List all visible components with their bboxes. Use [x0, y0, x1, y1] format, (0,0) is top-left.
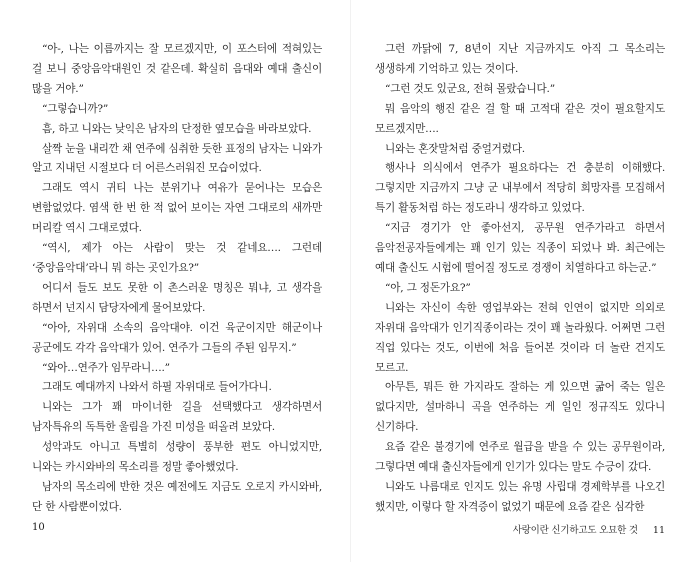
paragraph: “아아, 자위대 소속의 음악대야. 이건 육군이지만 해군이나 공군에도 각각 음악대가 있어. 연주가 그들의 주된 임무지.” [32, 321, 322, 354]
paragraph: “그렇습니까?” [42, 102, 109, 115]
running-title: 사랑이란 신기하고도 오묘한 것 [512, 525, 638, 536]
paragraph: 니와도 나름대로 인지도 있는 유명 사립대 경제학부를 나오긴 했지만, 이렇다 할 자격증이 없었기 때문에 요즘 같은 심각한 [375, 480, 665, 513]
paragraph: 요즘 같은 불경기에 연주로 월급을 받을 수 있는 공무원이라, 그렇다면 예대 출신자들에게 인기가 있다는 말도 수긍이 갔다. [375, 441, 665, 474]
paragraph: 아무튼, 뭐든 한 가지라도 잘하는 게 있으면 굶어 죽는 일은 없다지만, 설마하니 곡을 연주하는 게 일인 정규직도 있다니 신기하다. [375, 381, 665, 434]
spine-shadow [350, 0, 351, 562]
paragraph: 그런 까닭에 7, 8년이 지난 지금까지도 아직 그 목소리는 생생하게 기억하고 있는 것이다. [375, 43, 665, 75]
paragraph: 그래도 예대까지 나와서 하필 자위대로 들어가다니. [42, 381, 272, 394]
paragraph: 살짝 눈을 내리깐 채 연주에 심취한 듯한 표정의 남자는 니와가 알고 지내던 시절보다 더 어른스러워진 모습이었다. [32, 142, 322, 175]
paragraph: “그런 것도 있군요, 전혀 몰랐습니다.” [385, 82, 555, 95]
paragraph: 니와는 그가 꽤 마이너한 길을 선택했다고 생각하면서 남자특유의 독특한 울림을 가진 미성을 떠올려 보았다. [32, 401, 322, 434]
paragraph: 니와는 자신이 속한 영업부와는 전혀 인연이 없지만 의외로 자위대 음악대가 인기직종이라는 것이 꽤 놀라웠다. 어쩌면 그런 직업 있다는 것도, 이번에 처음 들어본 것이라 더 놀란 건지도 모르고. [375, 301, 665, 374]
paragraph: 남자의 목소리에 반한 것은 예전에도 지금도 오로지 카시와바, 단 한 사람뿐이었다. [32, 480, 322, 513]
right-page [375, 40, 665, 518]
paragraph: 니와는 혼잣말처럼 중얼거렸다. [385, 142, 525, 155]
footer-right [513, 522, 665, 536]
page-number-left: 10 [32, 522, 45, 533]
paragraph: “아, 그 정돈가요?” [385, 281, 471, 294]
paragraph: “역시, 제가 아는 사람이 맞는 것 같네요…. 그런데 ‘중앙음악대’라니 뭐 하는 곳인가요?” [32, 242, 322, 274]
paragraph: 그래도 역시 귀티 나는 분위기나 여유가 묻어나는 모습은 변함없었다. 염색 한 번 한 적 없어 보이는 자연 그대로의 새까만 머리칼 역시 그대로였다. [32, 182, 322, 235]
left-page [32, 40, 322, 518]
paragraph: 어디서 들도 보도 못한 이 촌스러운 명칭은 뭐냐, 고 생각을 하면서 넌지시 담당자에게 물어보았다. [32, 281, 322, 314]
paragraph: “아-, 나는 이름까지는 잘 모르겠지만, 이 포스터에 적혀있는 걸 보니 중앙음악대원인 것 같은데. 확실히 음대와 예대 출신이 많을 거야.” [32, 43, 322, 95]
paragraph: “지금 경기가 안 좋아선지, 공무원 연주가라고 하면서 음악전공자들에게는 꽤 인기 있는 직종이 되었나 봐. 최근에는 예대 출신도 시험에 떨어질 정도로 경쟁이 치열하다고 하는군.” [375, 222, 665, 274]
paragraph: 행사나 의식에서 연주가 필요하다는 건 충분히 이해했다. 그렇지만 지금까지 그냥 군 내부에서 적당히 희망자를 모집해서 특기 활동처럼 하는 정도라니 생각하고 있었다. [375, 162, 665, 215]
paragraph: 흠, 하고 니와는 낮익은 남자의 단정한 옆모습을 바라보았다. [42, 122, 312, 135]
paragraph: “와아…연주가 임무라니….” [42, 361, 170, 374]
paragraph: 성악과도 아니고 특별히 성량이 풍부한 편도 아니었지만, 니와는 카시와바의 목소리를 정말 좋아했었다. [32, 441, 322, 474]
paragraph: 뭐 음악의 행진 같은 걸 할 때 고적대 같은 것이 필요할지도 모르겠지만…. [375, 102, 665, 135]
page-number-right: 11 [652, 525, 665, 536]
